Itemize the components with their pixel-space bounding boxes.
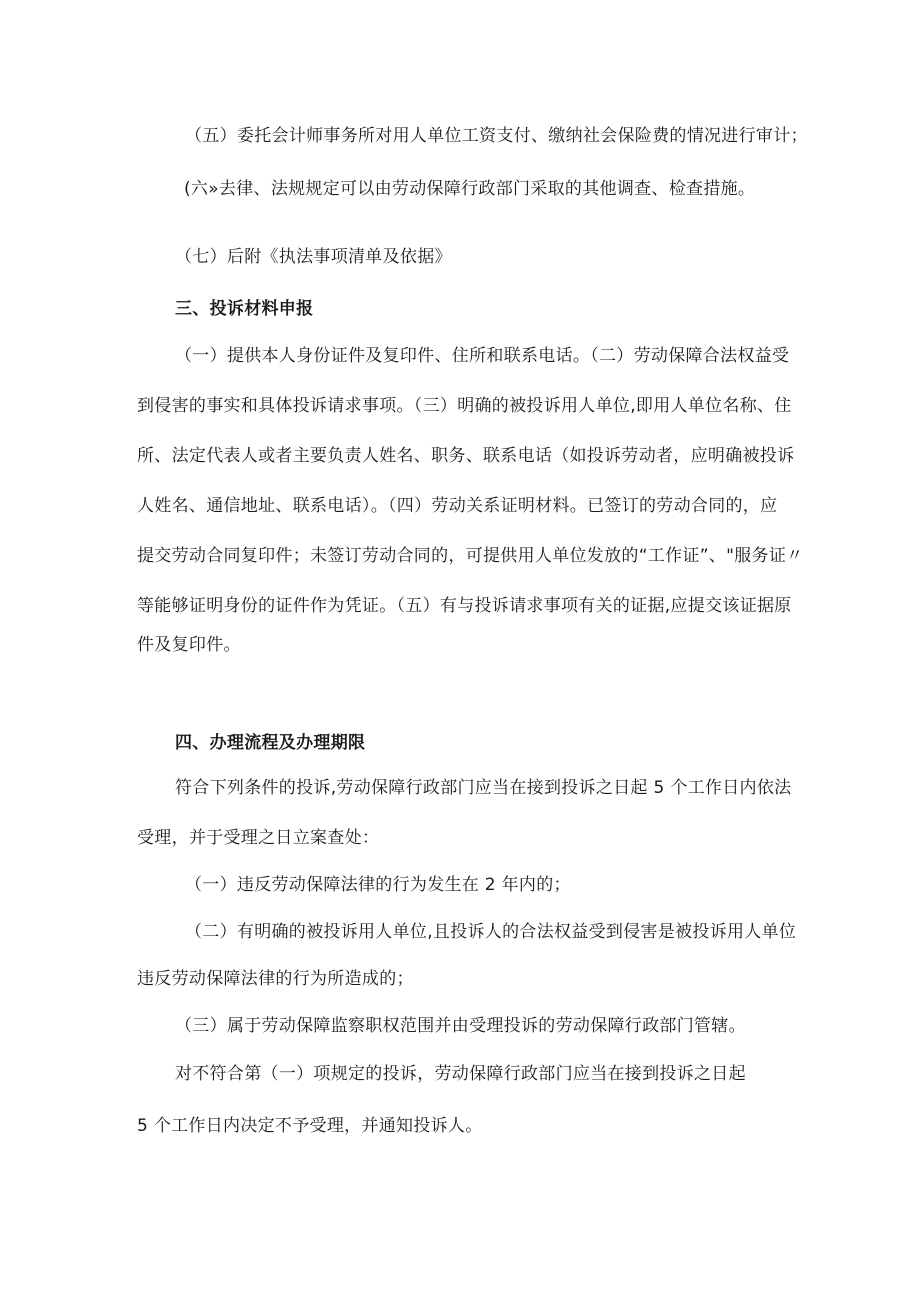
paragraph-line: （三）属于劳动保障监察职权范围并由受理投诉的劳动保障行政部门管辖。 [175, 1016, 746, 1036]
paragraph-line: （一）提供本人身份证件及复印件、住所和联系电话。（二）劳动保障合法权益受 [175, 346, 790, 366]
paragraph-line: 受理，并于受理之日立案查处： [137, 828, 380, 848]
paragraph-line: 5 个工作日内决定不予受理，并通知投诉人。 [137, 1116, 483, 1136]
paragraph-line: (六»去律、法规规定可以由劳动保障行政部门采取的其他调查、检查措施。 [184, 179, 756, 199]
paragraph-line: 符合下列条件的投诉,劳动保障行政部门应当在接到投诉之日起 5 个工作日内依法 [175, 778, 792, 798]
paragraph-line: 等能够证明身份的证件作为凭证。（五）有与投诉请求事项有关的证据,应提交该证据原 [137, 596, 792, 616]
paragraph-line: 对不符合第（一）项规定的投诉，劳动保障行政部门应当在接到投诉之日起 [175, 1064, 746, 1084]
paragraph-line: （七）后附《执法事项清单及依据》 [175, 247, 452, 267]
paragraph-line: 所、法定代表人或者主要负责人姓名、职务、联系电话（如投诉劳动者，应明确被投诉 [137, 446, 795, 466]
paragraph-line: 件及复印件。 [137, 635, 241, 655]
section-heading: 三、投诉材料申报 [175, 299, 314, 319]
paragraph-line: 到侵害的事实和具体投诉请求事项。（三）明确的被投诉用人单位,即用人单位名称、住 [137, 396, 792, 416]
section-heading: 四、办理流程及办理期限 [175, 733, 366, 753]
paragraph-line: （五）委托会计师事务所对用人单位工资支付、缴纳社会保险费的情况进行审计； [185, 126, 808, 146]
paragraph-line: 人姓名、通信地址、联系电话）。（四）劳动关系证明材料。已签订的劳动合同的，应 [137, 496, 778, 516]
paragraph-line: 提交劳动合同复印件；未签订劳动合同的，可提供用人单位发放的“工作证”、"服务证〃 [137, 546, 804, 566]
paragraph-line: 违反劳动保障法律的行为所造成的； [137, 969, 414, 989]
paragraph-line: （二）有明确的被投诉用人单位,且投诉人的合法权益受到侵害是被投诉用人单位 [185, 922, 797, 942]
paragraph-line: （一）违反劳动保障法律的行为发生在 2 年内的； [185, 875, 571, 895]
